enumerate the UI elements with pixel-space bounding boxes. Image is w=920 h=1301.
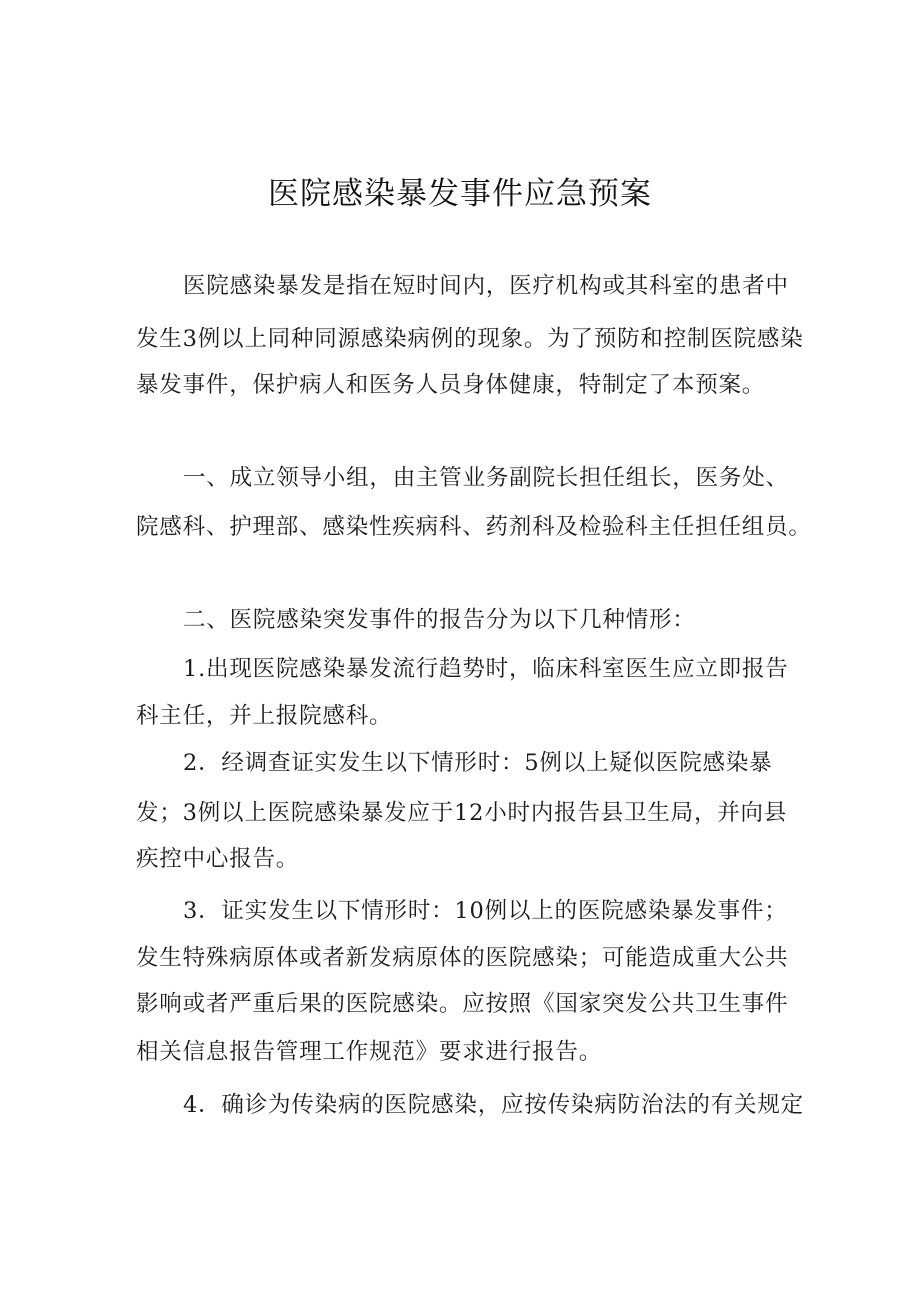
item-4-line-1: 4．确诊为传染病的医院感染，应按传染病防治法的有关规定 [183, 1092, 804, 1118]
item-1-line-2: 科主任，并上报院感科。 [136, 703, 393, 729]
section-1-line-1: 一、成立领导小组，由主管业务副院长担任组长，医务处、 [183, 465, 789, 491]
item-1-line-1: 1.出现医院感染暴发流行趋势时，临床科室医生应立即报告 [183, 656, 789, 682]
intro-line-2: 发生3例以上同种同源感染病例的现象。为了预防和控制医院感染 [136, 326, 804, 352]
intro-line-1: 医院感染暴发是指在短时间内，医疗机构或其科室的患者中 [183, 273, 789, 299]
intro-line-3: 暴发事件，保护病人和医务人员身体健康，特制定了本预案。 [136, 372, 766, 398]
item-3-line-1: 3．证实发生以下情形时：10例以上的医院感染暴发事件； [183, 898, 788, 924]
item-2-line-3: 疾控中心报告。 [136, 846, 300, 872]
item-2-line-2: 发；3例以上医院感染暴发应于12小时内报告县卫生局，并向县 [136, 800, 788, 826]
document-title: 医院感染暴发事件应急预案 [268, 176, 652, 212]
item-3-line-2: 发生特殊病原体或者新发病原体的医院感染；可能造成重大公共 [136, 945, 789, 971]
item-3-line-4: 相关信息报告管理工作规范》要求进行报告。 [136, 1039, 603, 1065]
item-2-line-1: 2．经调查证实发生以下情形时：5例以上疑似医院感染暴 [183, 750, 773, 776]
item-3-line-3: 影响或者严重后果的医院感染。应按照《国家突发公共卫生事件 [136, 991, 789, 1017]
section-2-heading: 二、医院感染突发事件的报告分为以下几种情形： [183, 607, 696, 633]
section-1-line-2: 院感科、护理部、感染性疾病科、药剂科及检验科主任担任组员。 [136, 514, 812, 540]
